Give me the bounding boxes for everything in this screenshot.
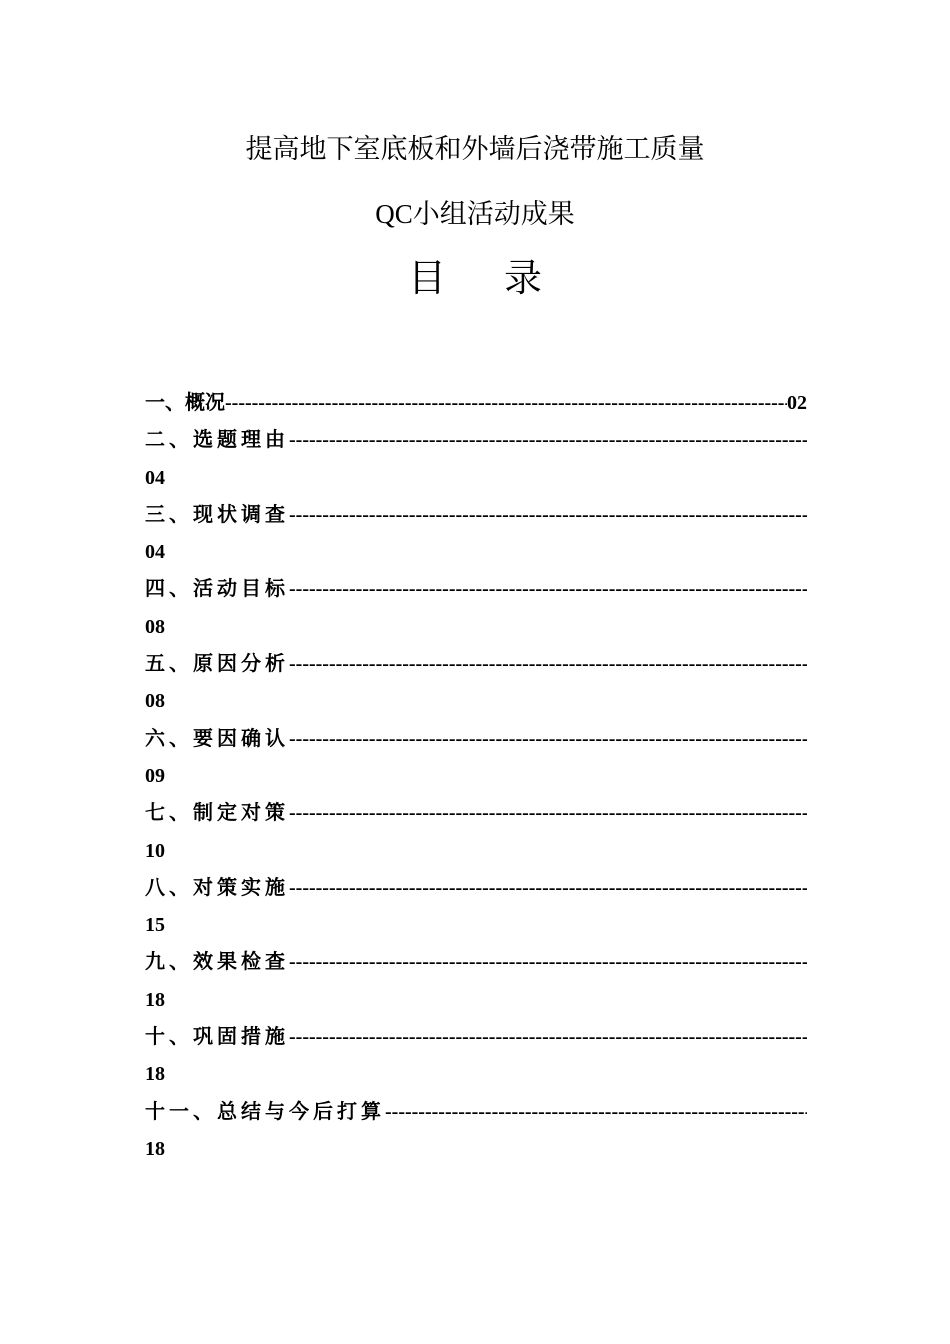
table-of-contents [145,385,807,1168]
toc-entry-page: 18 [145,1063,165,1086]
toc-entry-page: 08 [145,615,165,638]
toc-entry-page: 09 [145,764,165,787]
toc-entry-page: 04 [145,466,165,489]
toc-entry-label: 七、制定对策 [145,802,289,825]
document-subtitle: QC小组活动成果 [375,199,575,229]
toc-leader-dots [289,944,807,981]
toc-entry[interactable] [145,944,807,1019]
toc-entry[interactable] [145,497,807,572]
toc-entry[interactable] [145,721,807,796]
toc-entry[interactable] [145,422,807,497]
toc-entry[interactable] [145,571,807,646]
toc-entry-label: 十、巩固措施 [145,1026,289,1049]
toc-entry-label: 一、概况 [145,392,225,414]
toc-entry-label: 十一、总结与今后打算 [145,1100,385,1123]
toc-entry-page: 10 [145,839,165,862]
toc-entry-page: 02 [787,392,807,414]
toc-leader-dots [289,646,807,683]
toc-heading-char-2: 录 [504,258,543,300]
toc-entry[interactable] [145,1019,807,1094]
toc-entry[interactable] [145,385,807,422]
toc-entry-label: 九、效果检查 [145,951,289,974]
toc-entry-label: 四、活动目标 [145,578,289,601]
toc-entry-label: 六、要因确认 [145,727,289,750]
toc-entry-page: 08 [145,690,165,713]
toc-leader-dots [289,721,807,758]
toc-leader-dots [289,795,807,832]
toc-leader-dots [289,422,807,459]
toc-entry-label: 八、对策实施 [145,876,289,899]
toc-entry-label: 五、原因分析 [145,653,289,676]
toc-leader-dots [289,1019,807,1056]
toc-entry-page: 18 [145,1137,165,1160]
toc-leader-dots [289,497,807,534]
toc-leader-dots [225,385,787,422]
toc-entry[interactable] [145,795,807,870]
toc-leader-dots [385,1094,807,1131]
toc-heading [0,256,950,302]
toc-entry-page: 15 [145,914,165,937]
document-title: 提高地下室底板和外墙后浇带施工质量 [245,134,705,164]
toc-entry-page: 04 [145,541,165,564]
toc-leader-dots [289,571,807,608]
toc-entry[interactable] [145,646,807,721]
toc-entry[interactable] [145,1094,807,1169]
toc-entry[interactable] [145,870,807,945]
toc-heading-char-1: 目 [407,258,446,300]
toc-leader-dots [289,870,807,907]
toc-entry-page: 18 [145,988,165,1011]
toc-entry-label: 二、选题理由 [145,429,289,452]
toc-entry-label: 三、现状调查 [145,503,289,526]
